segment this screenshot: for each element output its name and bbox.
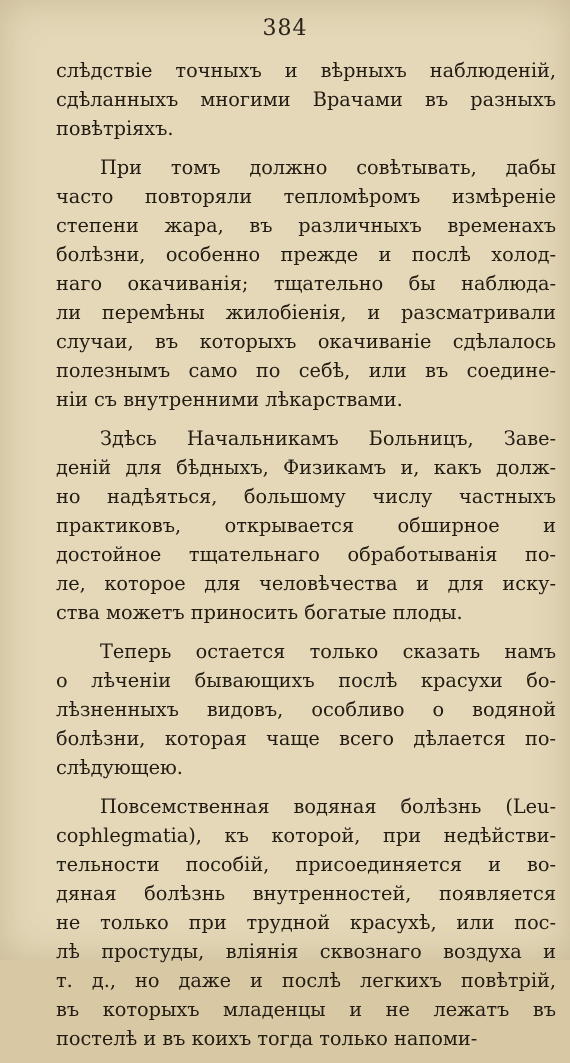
text-line: cophlegmatia), къ которой, при недѣйстви- <box>56 824 556 847</box>
text-line: ства можетъ приносить богатые плоды. <box>56 601 463 624</box>
text-line: болѣзни, которая чаще всего дѣлается по- <box>56 727 556 750</box>
text-line: въ которыхъ младенцы и не лежатъ въ <box>56 998 556 1021</box>
text-line: часто повторяли тепломѣромъ измѣреніе <box>56 185 556 208</box>
paragraph <box>56 153 556 414</box>
text-line: слѣдствіе точныхъ и вѣрныхъ наблюденій, <box>56 59 556 82</box>
text-line: практиковъ, открывается обширное и <box>56 514 556 537</box>
text-line: достойное тщательнаго обработыванія по- <box>56 543 556 566</box>
text-line: лѣ простуды, вліянія сквознаго воздуха и <box>56 940 556 963</box>
text-line: степени жара, въ различныхъ временахъ <box>56 214 556 237</box>
text-line: но надѣяться, большому числу частныхъ <box>56 485 556 508</box>
text-line: ле, которое для человѣчества и для иску- <box>56 572 556 595</box>
text-line: дяная болѣзнь внутренностей, появляется <box>56 882 556 905</box>
text-line: Теперь остается только сказать намъ <box>100 640 556 663</box>
page-number: 384 <box>262 16 308 41</box>
text-line: ли перемѣны жилобіенія, и разсматривали <box>56 301 556 324</box>
text-line: т. д., но даже и послѣ легкихъ повѣтрій, <box>56 969 556 992</box>
text-line: Повсемственная водяная болѣзнь (Leu- <box>100 795 556 818</box>
text-line: постелѣ и въ коихъ тогда только напоми- <box>56 1027 478 1050</box>
text-line: деній для бѣдныхъ, Физикамъ и, какъ долж- <box>56 456 556 479</box>
paragraph <box>56 792 556 1053</box>
text-line: о лѣченіи бывающихъ послѣ красухи бо- <box>56 669 556 692</box>
text-line: При томъ должно совѣтывать, дабы <box>100 156 556 179</box>
text-line: случаи, въ которыхъ окачиваніе сдѣлалось <box>56 330 556 353</box>
text-line: полезнымъ само по себѣ, или въ соедине- <box>56 359 556 382</box>
text-line: тельности пособій, присоединяется и во- <box>56 853 556 876</box>
text-line: ніи съ внутренними лѣкарствами. <box>56 388 403 411</box>
paragraph <box>56 424 556 627</box>
paragraph <box>56 637 556 782</box>
text-line: повѣтріяхъ. <box>56 117 174 140</box>
text-line: не только при трудной красухѣ, или пос- <box>56 911 556 934</box>
text-line: лѣзненныхъ видовъ, особливо о водяной <box>56 698 556 721</box>
text-line: сдѣланныхъ многими Врачами въ разныхъ <box>56 88 556 111</box>
paragraph <box>56 56 556 143</box>
text-line: Здѣсь Начальникамъ Больницъ, Заве- <box>100 427 556 450</box>
text-line: болѣзни, особенно прежде и послѣ холод- <box>56 243 556 266</box>
page-text-body <box>56 56 556 1063</box>
text-line: наго окачиванія; тщательно бы наблюда- <box>56 272 556 295</box>
text-line: слѣдующею. <box>56 756 183 779</box>
